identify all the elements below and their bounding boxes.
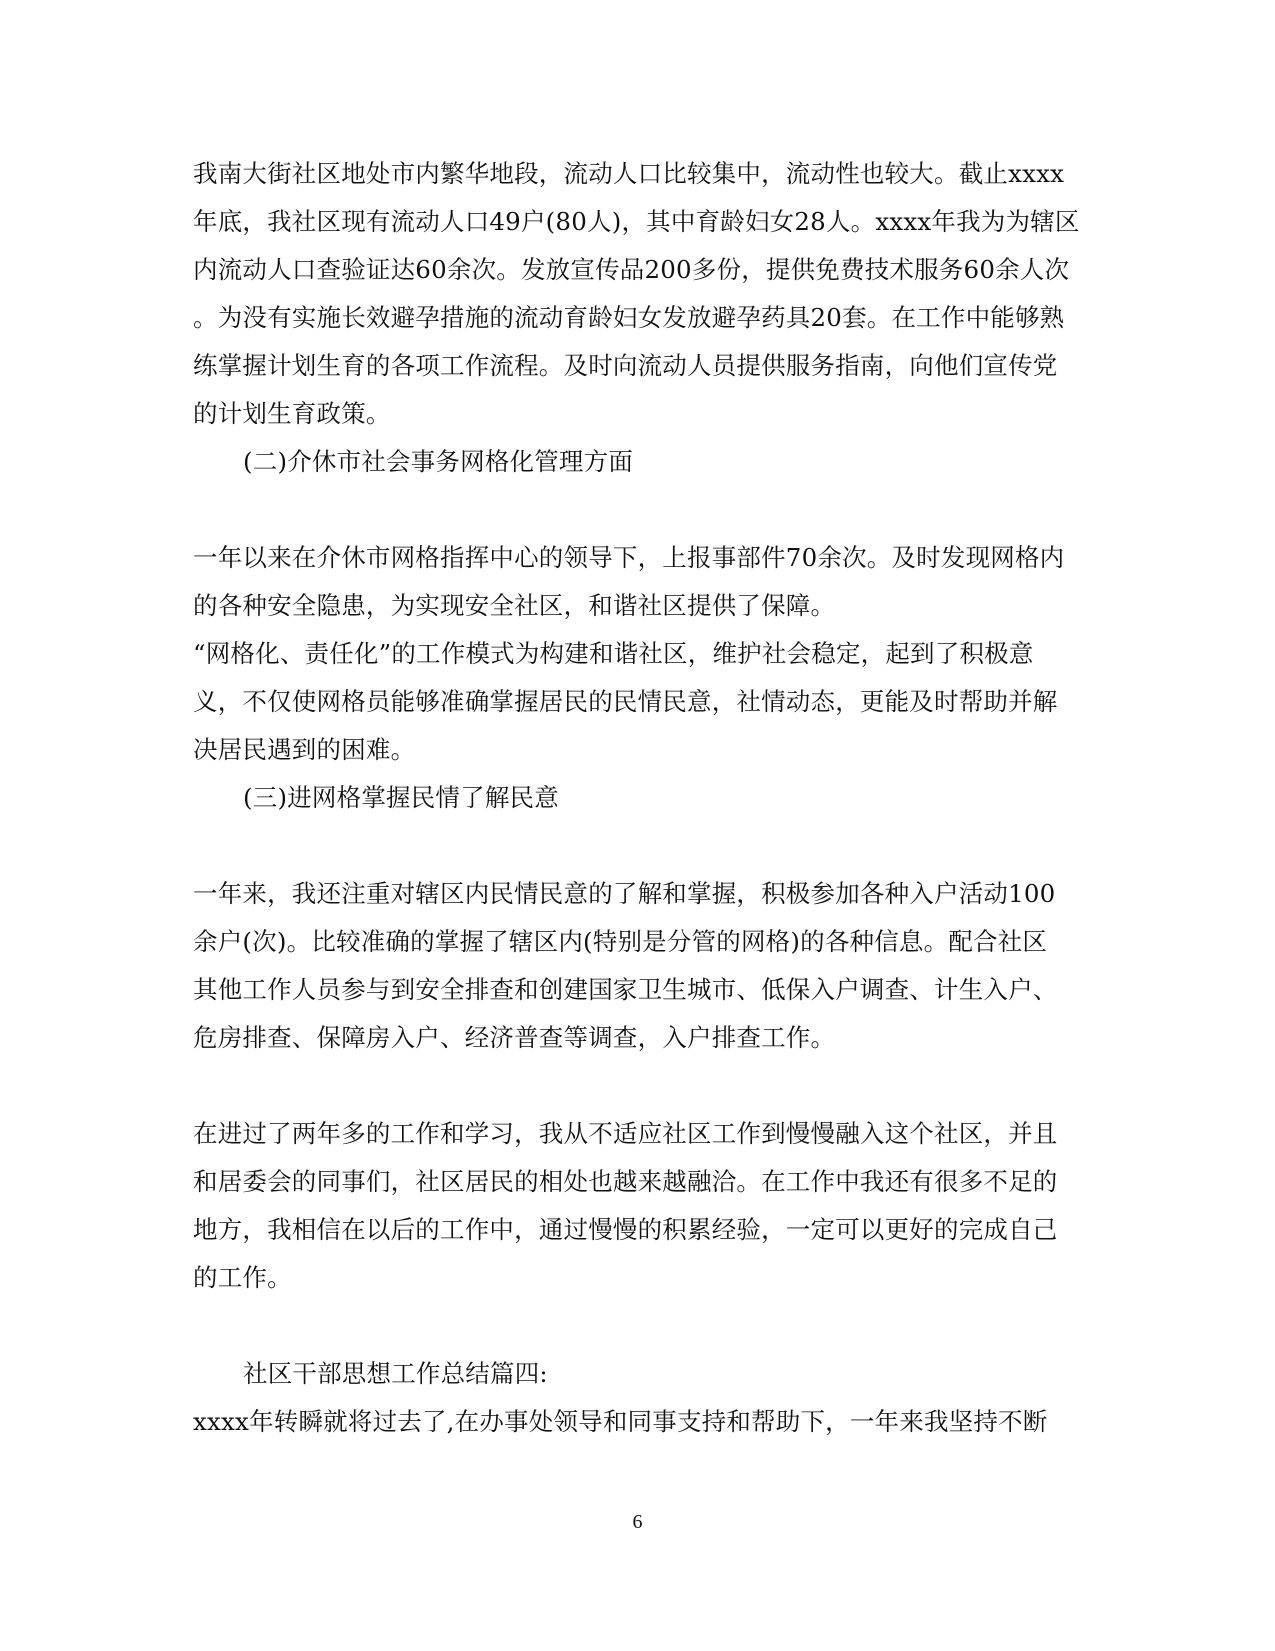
text-line: xxxx年转瞬就将过去了,在办事处领导和同事支持和帮助下，一年来我坚持不断 [193,1407,1048,1436]
text-line: 内流动人口查验证达60余次。发放宣传品200多份，提供免费技术服务60余人次 [193,255,1070,284]
text-line: 练掌握计划生育的各项工作流程。及时向流动人员提供服务指南，向他们宣传党 [193,351,1058,380]
text-line: “网格化、责任化”的工作模式为构建和谐社区，维护社会稳定，起到了积极意 [193,639,1034,668]
text-line: 义，不仅使网格员能够准确掌握居民的民情民意，社情动态，更能及时帮助并解 [193,687,1058,716]
text-line: 我南大街社区地处市内繁华地段，流动人口比较集中，流动性也较大。截止xxxx [193,159,1065,188]
text-line: 一年以来在介休市网格指挥中心的领导下，上报事部件70余次。及时发现网格内 [193,543,1065,572]
section-heading: 社区干部思想工作总结篇四: [243,1359,548,1388]
page-number: 6 [632,1511,643,1533]
text-line: 危房排查、保障房入户、经济普查等调查，入户排查工作。 [193,1023,836,1052]
text-line: 其他工作人员参与到安全排查和创建国家卫生城市、低保入户调查、计生入户、 [193,975,1058,1004]
text-line: 一年来，我还注重对辖区内民情民意的了解和掌握，积极参加各种入户活动100 [193,879,1056,908]
text-line: 的计划生育政策。 [193,399,391,428]
text-line: 在进过了两年多的工作和学习，我从不适应社区工作到慢慢融入这个社区，并且 [193,1119,1058,1148]
text-line: 年底，我社区现有流动人口49户(80人)，其中育龄妇女28人。xxxx年我为为辖区 [193,207,1080,236]
text-line: 。为没有实施长效避孕措施的流动育龄妇女发放避孕药具20套。在工作中能够熟 [193,303,1065,332]
text-line: 的工作。 [193,1263,292,1292]
section-heading: (二)介休市社会事务网格化管理方面 [243,447,634,476]
text-line: 余户(次)。比较准确的掌握了辖区内(特别是分管的网格)的各种信息。配合社区 [193,927,1048,956]
text-line: 地方，我相信在以后的工作中，通过慢慢的积累经验，一定可以更好的完成自己 [193,1215,1058,1244]
section-heading: (三)进网格掌握民情了解民意 [243,783,559,812]
text-line: 和居委会的同事们，社区居民的相处也越来越融洽。在工作中我还有很多不足的 [193,1167,1058,1196]
text-line: 的各种安全隐患，为实现安全社区，和谐社区提供了保障。 [193,591,836,620]
text-line: 决居民遇到的困难。 [193,735,416,764]
